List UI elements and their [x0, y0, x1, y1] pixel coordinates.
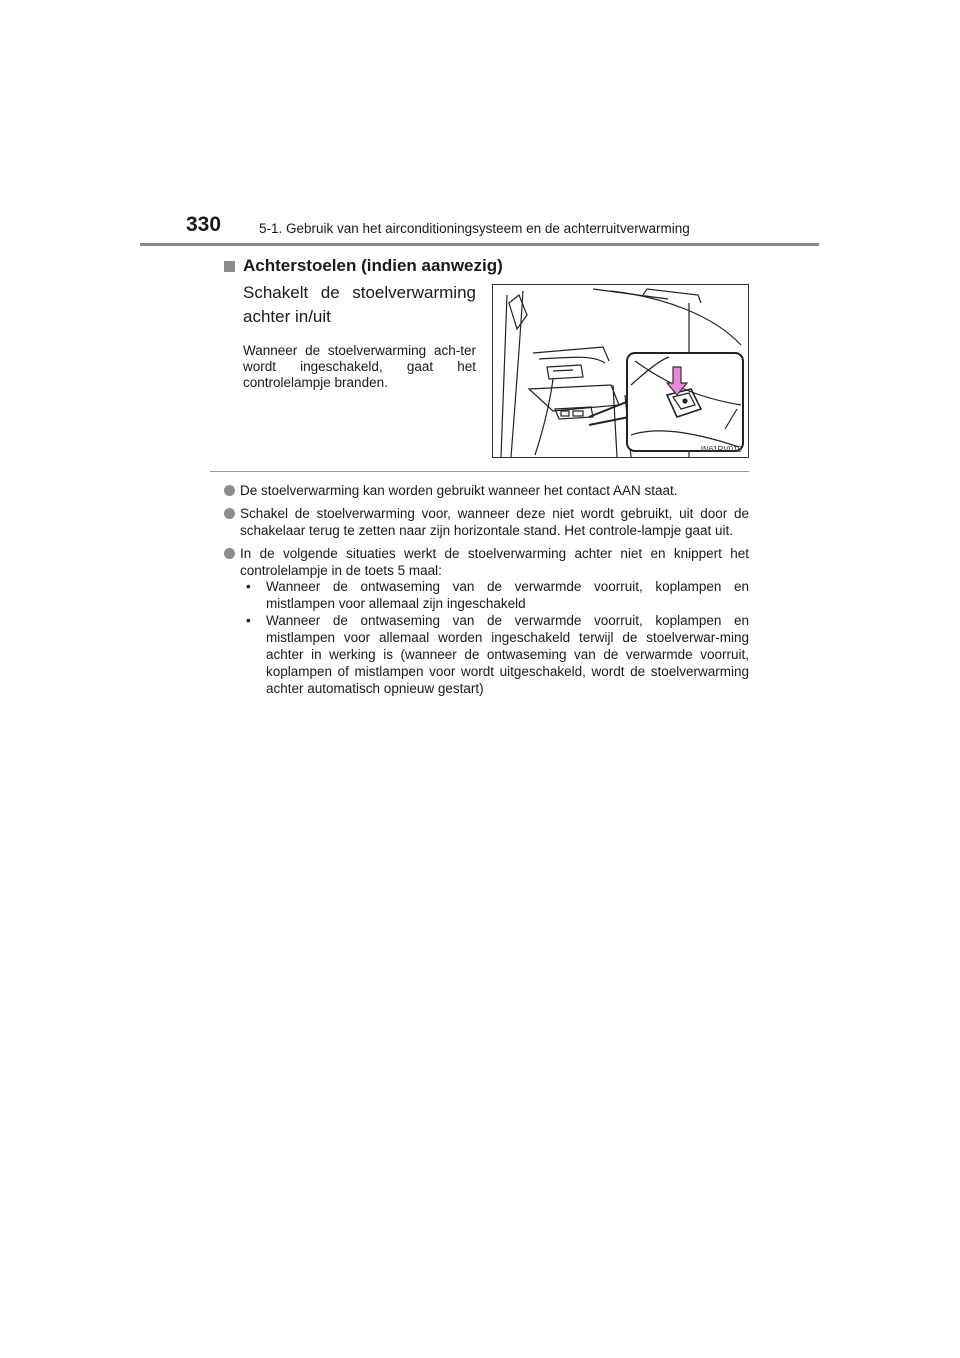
- section-title: Achterstoelen (indien aanwezig): [243, 256, 503, 275]
- chapter-title: 5-1. Gebruik van het airconditioningsysteem en de achterruitverwarming: [259, 221, 690, 236]
- page-number: 330: [186, 213, 222, 236]
- notes-list: [224, 482, 749, 703]
- sub-note-item: [238, 578, 749, 612]
- sub-bullet-marker: •: [246, 613, 251, 628]
- figure-code: IN61RV019: [700, 445, 742, 454]
- section-heading: [224, 256, 503, 276]
- circle-bullet-icon: [224, 485, 235, 496]
- section-divider: [210, 471, 749, 472]
- note-text: De stoelverwarming kan worden gebruikt wanneer het contact AAN staat.: [240, 483, 678, 498]
- note-item: [224, 545, 749, 697]
- note-text: In de volgende situaties werkt de stoelverwarming achter niet en knippert het controlelampje in de toets 5 maal:: [240, 546, 749, 578]
- sub-note-text: Wanneer de ontwaseming van de verwarmde voorruit, koplampen en mistlampen voor allemaal worden ingeschakeld terwijl de stoelverwar-ming achter in werking is (wanneer de ontwaseming van de verwarmde voorruit, koplampen of mistlampen voor wordt uitgeschakeld, wordt de stoelverwarming achter automatisch opnieuw gestart): [266, 613, 749, 696]
- sub-note-item: [238, 612, 749, 697]
- note-text: Schakel de stoelverwarming voor, wanneer deze niet wordt gebruikt, uit door de schakelaar terug te zetten naar zijn horizontale stand. Het controle-lampje gaat uit.: [240, 506, 749, 538]
- square-section-icon: [224, 261, 235, 272]
- sub-note-text: Wanneer de ontwaseming van de verwarmde voorruit, koplampen en mistlampen voor allemaal zijn ingeschakeld: [266, 579, 749, 611]
- note-item: [224, 482, 749, 499]
- step-title: Schakelt de stoelverwarming achter in/uit: [243, 283, 476, 326]
- circle-bullet-icon: [224, 548, 235, 559]
- sub-notes-list: [240, 578, 749, 697]
- circle-bullet-icon: [224, 508, 235, 519]
- seat-heater-illustration: [492, 284, 749, 458]
- header-rule: [140, 243, 819, 246]
- step-description: Wanneer de stoelverwarming ach-ter wordt ingeschakeld, gaat het controlelampje branden.: [243, 343, 476, 390]
- sub-bullet-marker: •: [246, 579, 251, 594]
- note-item: [224, 505, 749, 539]
